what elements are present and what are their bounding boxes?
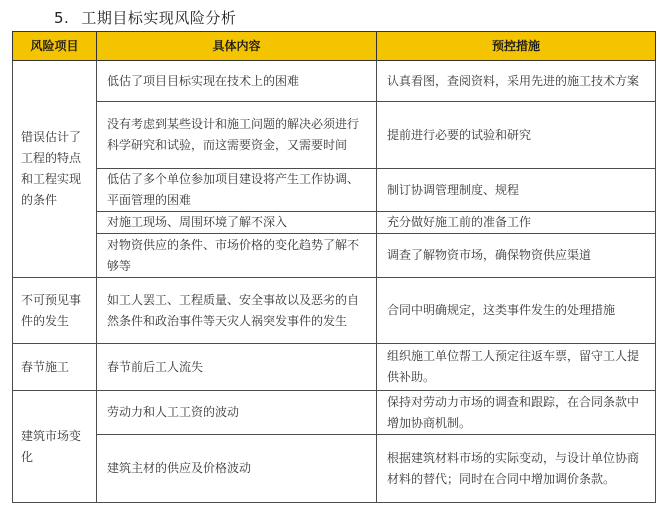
table-row <box>13 234 656 278</box>
control-measure: 提前进行必要的试验和研究 <box>377 102 656 169</box>
risk-category: 建筑市场变化 <box>13 391 97 503</box>
risk-category: 错误估计了工程的特点和工程实现的条件 <box>13 61 97 278</box>
control-measure: 充分做好施工前的准备工作 <box>377 212 656 234</box>
table-row <box>13 169 656 212</box>
table-row <box>13 212 656 234</box>
control-measure: 保持对劳动力市场的调查和跟踪，在合同条款中增加协商机制。 <box>377 391 656 435</box>
section-title: 工期目标实现风险分析 <box>81 9 237 27</box>
risk-content: 如工人罢工、工程质量、安全事故以及恶劣的自然条件和政治事件等天灾人祸突发事件的发生 <box>97 278 377 344</box>
control-measure: 认真看图，查阅资料，采用先进的施工技术方案 <box>377 61 656 102</box>
header-risk-item: 风险项目 <box>13 32 97 61</box>
risk-content: 低估了项目目标实现在技术上的困难 <box>97 61 377 102</box>
risk-content: 对物资供应的条件、市场价格的变化趋势了解不够等 <box>97 234 377 278</box>
control-measure: 制订协调管理制度、规程 <box>377 169 656 212</box>
header-measures: 预控措施 <box>377 32 656 61</box>
risk-analysis-table <box>12 31 656 503</box>
risk-content: 建筑主材的供应及价格波动 <box>97 435 377 503</box>
table-row <box>13 102 656 169</box>
control-measure: 调查了解物资市场，确保物资供应渠道 <box>377 234 656 278</box>
table-row <box>13 61 656 102</box>
risk-content: 春节前后工人流失 <box>97 344 377 391</box>
table-header-row <box>13 32 656 61</box>
table-row <box>13 435 656 503</box>
risk-content: 劳动力和人工工资的波动 <box>97 391 377 435</box>
table-row <box>13 344 656 391</box>
control-measure: 根据建筑材料市场的实际变动，与设计单位协商材料的替代；同时在合同中增加调价条款。 <box>377 435 656 503</box>
control-measure: 组织施工单位帮工人预定往返车票，留守工人提供补助。 <box>377 344 656 391</box>
risk-category: 春节施工 <box>13 344 97 391</box>
section-heading <box>54 7 236 28</box>
risk-content: 对施工现场、周围环境了解不深入 <box>97 212 377 234</box>
table-row <box>13 391 656 435</box>
control-measure: 合同中明确规定，这类事件发生的处理措施 <box>377 278 656 344</box>
table-row <box>13 278 656 344</box>
header-content: 具体内容 <box>97 32 377 61</box>
section-number: 5. <box>54 9 70 27</box>
risk-category: 不可预见事件的发生 <box>13 278 97 344</box>
risk-content: 没有考虑到某些设计和施工问题的解决必须进行科学研究和试验，而这需要资金，又需要时间 <box>97 102 377 169</box>
risk-content: 低估了多个单位参加项目建设将产生工作协调、平面管理的困难 <box>97 169 377 212</box>
